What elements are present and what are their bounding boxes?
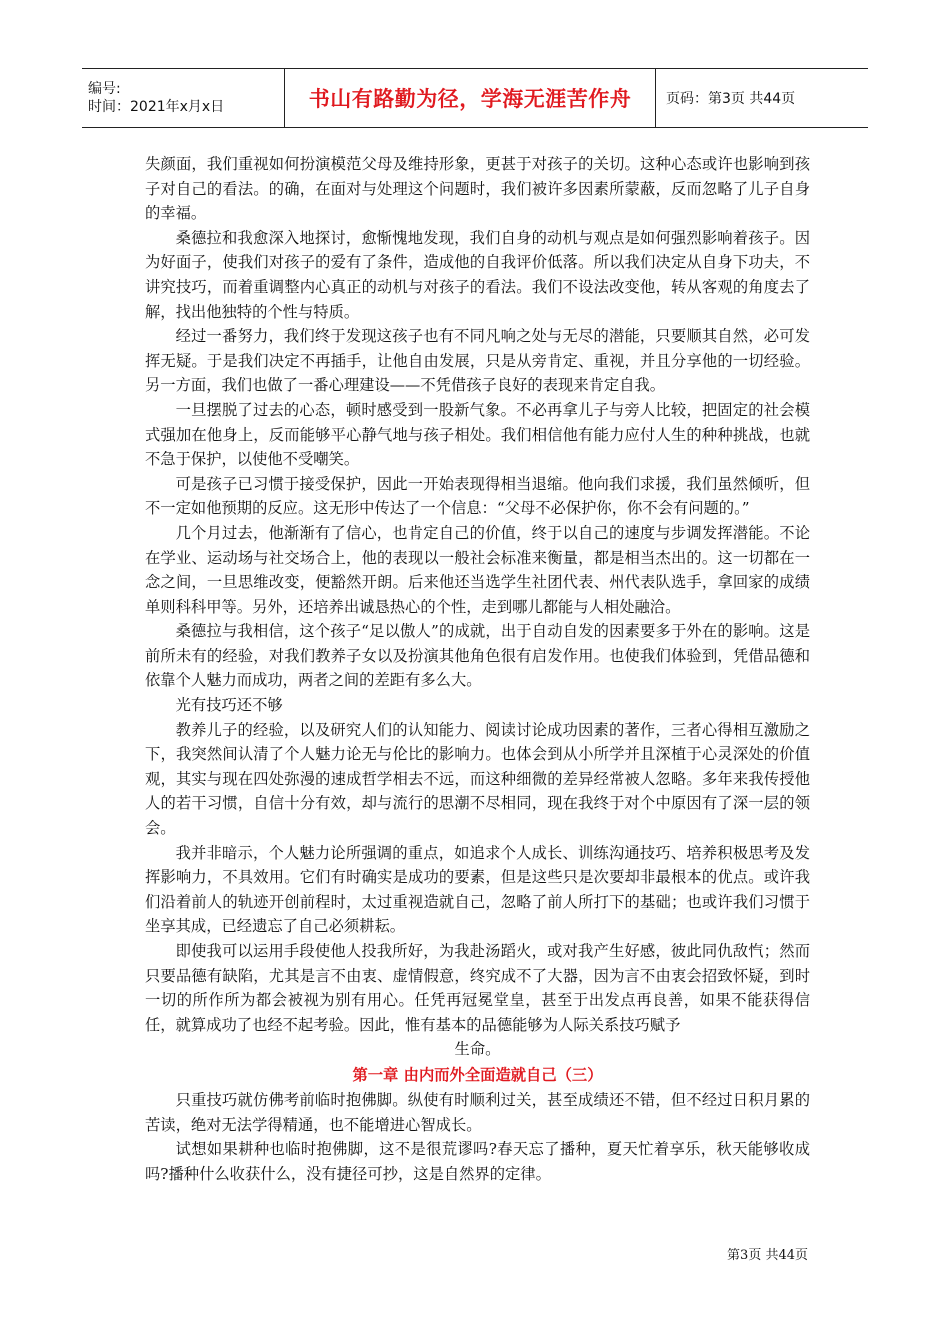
- body-paragraph: 经过一番努力，我们终于发现这孩子也有不同凡响之处与无尽的潜能，只要顺其自然，必可发挥无疑。于是我们决定不再插手，让他自由发展，只是从旁肯定、重视，并且分享他的一切经验。另一方面，我们也做了一番心理建设——不凭借孩子良好的表现来肯定自我。: [145, 327, 810, 395]
- body-paragraph: 只重技巧就仿佛考前临时抱佛脚。纵使有时顺利过关，甚至成绩还不错，但不经过日积月累的苦读，绝对无法学得精通，也不能增进心智成长。: [145, 1090, 810, 1134]
- body-paragraph: 失颜面，我们重视如何扮演模范父母及维持形象，更甚于对孩子的关切。这种心态或许也影响到孩子对自己的看法。的确，在面对与处理这个问题时，我们被许多因素所蒙蔽，反而忽略了儿子自身的幸福。: [145, 155, 810, 223]
- page-header: [82, 68, 868, 128]
- footer-page-number: 第3页 共44页: [727, 1248, 808, 1263]
- chapter-title: 第一章 由内而外全面造就自己（三）: [352, 1065, 603, 1084]
- body-paragraph: 几个月过去，他渐渐有了信心，也肯定自己的价值，终于以自己的速度与步调发挥潜能。不论在学业、运动场与社交场合上，他的表现以一般社会标准来衡量，都是相当杰出的。这一切都在一念之间，一旦思维改变，便豁然开朗。后来他还当选学生社团代表、州代表队选手，拿回家的成绩单则科科甲等。另外，还培养出诚恳热心的个性，走到哪儿都能与人相处融洽。: [145, 523, 810, 616]
- document-body: [145, 152, 810, 1186]
- body-paragraph: 桑德拉与我相信，这个孩子“足以傲人”的成就，出于自动自发的因素要多于外在的影响。这是前所未有的经验，对我们教养子女以及扮演其他角色很有启发作用。也使我们体验到，凭借品德和依靠个人魅力而成功，两者之间的差距有多么大。: [145, 622, 810, 690]
- header-page-number: 页码：第3页 共44页: [666, 91, 796, 107]
- header-motto-cell: [284, 69, 656, 127]
- document-time-label: 时间：2021年x月x日: [88, 99, 225, 115]
- body-paragraph: 试想如果耕种也临时抱佛脚，这不是很荒谬吗?春天忘了播种，夏天忙着享乐，秋天能够收成吗?播种什么收获什么，没有捷径可抄，这是自然界的定律。: [145, 1140, 810, 1183]
- motto-text: 书山有路勤为径，学海无涯苦作舟: [308, 87, 632, 111]
- body-paragraph: 即使我可以运用手段使他人投我所好，为我赴汤蹈火，或对我产生好感，彼此同仇敌忾；然而只要品德有缺陷，尤其是言不由衷、虚情假意，终究成不了大器，因为言不由衷会招致怀疑，到时一切的所作所为都会被视为别有用心。任凭再冠冕堂皇，甚至于出发点再良善，如果不能获得信任，就算成功了也经不起考验。因此，惟有基本的品德能够为人际关系技巧赋予: [145, 942, 810, 1034]
- body-paragraph: 可是孩子已习惯于接受保护，因此一开始表现得相当退缩。他向我们求援，我们虽然倾听，但不一定如他预期的反应。这无形中传达了一个信息：“父母不必保护你，你不会有问题的。”: [145, 474, 810, 518]
- body-paragraph: 桑德拉和我愈深入地探讨，愈惭愧地发现，我们自身的动机与观点是如何强烈影响着孩子。因为好面子，使我们对孩子的爱有了条件，造成他的自我评价低落。所以我们决定从自身下功夫，不讲究技巧，而着重调整内心真正的动机与对孩子的看法。我们不设法改变他，转从客观的角度去了解，找出他独特的个性与特质。: [145, 228, 810, 321]
- body-paragraph: 一旦摆脱了过去的心态，顿时感受到一股新气象。不必再拿儿子与旁人比较，把固定的社会模式强加在他身上，反而能够平心静气地与孩子相处。我们相信他有能力应付人生的种种挑战，也就不急于保护，以使他不受嘲笑。: [145, 400, 810, 469]
- page-footer: [727, 1244, 808, 1263]
- header-info: [82, 69, 284, 127]
- section-subheading: 光有技巧还不够: [175, 696, 283, 715]
- body-paragraph: 我并非暗示，个人魅力论所强调的重点，如追求个人成长、训练沟通技巧、培养积极思考及发挥影响力，不具效用。它们有时确实是成功的要素，但是这些只是次要却非最根本的优点。或许我们沿着前人的轨迹开创前程时，太过重视造就自己，忽略了前人所打下的基础；也或许我们习惯于坐享其成，已经遗忘了自己必须耕耘。: [145, 843, 810, 936]
- body-paragraph: 教养儿子的经验，以及研究人们的认知能力、阅读讨论成功因素的著作，三者心得相互激励之下，我突然间认清了个人魅力论无与伦比的影响力。也体会到从小所学并且深植于心灵深处的价值观，其实与现在四处弥漫的速成哲学相去不远，而这种细微的差异经常被人忽略。多年来我传授他人的若干习惯，自信十分有效，却与流行的思潮不尽相同，现在我终于对个中原因有了深一层的领会。: [145, 720, 810, 838]
- header-page-cell: [656, 69, 868, 127]
- document-number-label: 编号:: [88, 81, 121, 97]
- body-paragraph-tail: 生命。: [454, 1040, 501, 1059]
